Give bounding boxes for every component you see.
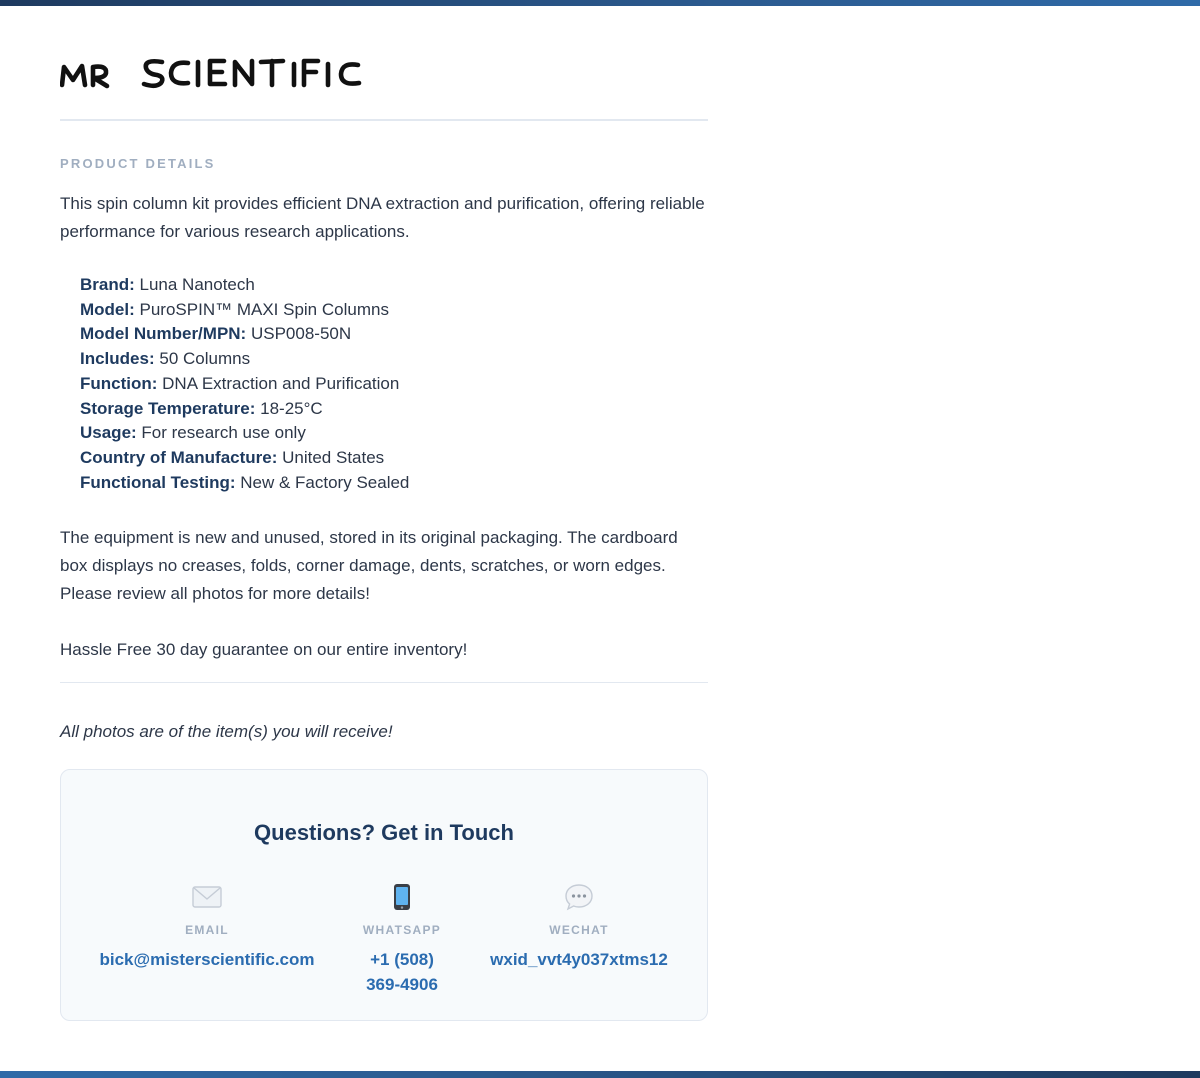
contact-panel xyxy=(60,769,708,1021)
guarantee-text: Hassle Free 30 day guarantee on our entire inventory! xyxy=(60,640,468,659)
spec-value: 18-25°C xyxy=(260,398,323,418)
whatsapp-link[interactable]: +1 (508) 369-4906 xyxy=(366,950,438,994)
spec-label: Functional Testing: xyxy=(80,472,236,492)
spec-item-country xyxy=(80,446,700,471)
wechat-id[interactable]: wxid_vvt4y037xtms12 xyxy=(490,950,668,969)
header-divider xyxy=(60,119,708,121)
spec-label: Country of Manufacture: xyxy=(80,447,278,467)
spec-item-includes xyxy=(80,347,700,372)
contact-email-label: EMAIL xyxy=(185,923,229,937)
spec-value: For research use only xyxy=(141,423,306,443)
section-divider xyxy=(60,682,708,683)
contact-title: Questions? Get in Touch xyxy=(254,820,514,845)
speech-bubble-icon xyxy=(481,882,677,912)
contact-wechat xyxy=(481,882,677,972)
spec-label: Includes: xyxy=(80,349,155,369)
spec-item-usage xyxy=(80,421,700,446)
photos-note: All photos are of the item(s) you will receive! xyxy=(60,722,393,741)
mobile-phone-icon xyxy=(357,882,447,912)
spec-item-testing xyxy=(80,471,700,496)
spec-item-model xyxy=(80,298,700,323)
email-link[interactable]: bick@misterscientific.com xyxy=(99,950,315,969)
spec-value: United States xyxy=(282,447,385,467)
spec-label: Model: xyxy=(80,299,135,319)
envelope-icon xyxy=(97,882,317,912)
spec-label: Model Number/MPN: xyxy=(80,324,247,344)
spec-value: New & Factory Sealed xyxy=(240,472,410,492)
spec-value: PuroSPIN™ MAXI Spin Columns xyxy=(139,299,389,319)
spec-value: 50 Columns xyxy=(159,349,251,369)
spec-item-mpn xyxy=(80,322,700,347)
brand-logo xyxy=(60,50,380,100)
contact-email xyxy=(97,882,317,972)
spec-list xyxy=(80,273,700,495)
spec-label: Function: xyxy=(80,373,158,393)
spec-item-storage xyxy=(80,397,700,422)
contact-whatsapp xyxy=(357,882,447,997)
spec-label: Usage: xyxy=(80,423,137,443)
product-details-heading: PRODUCT DETAILS xyxy=(60,156,216,171)
spec-label: Storage Temperature: xyxy=(80,398,256,418)
brand-logo-lettering xyxy=(60,50,380,100)
spec-label: Brand: xyxy=(80,275,135,294)
spec-value: USP008-50N xyxy=(250,324,352,344)
spec-value: DNA Extraction and Purification xyxy=(162,373,400,393)
spec-value: Luna Nanotech xyxy=(139,275,255,294)
contact-wechat-label: WECHAT xyxy=(549,923,609,937)
condition-text: The equipment is new and unused, stored in its original packaging. The cardboard box displays no creases, folds, corner damage, dents, scratches, or worn edges. Please review all photos for more details! xyxy=(60,528,678,603)
bottom-accent-bar xyxy=(0,1071,1200,1078)
contact-whatsapp-label: WHATSAPP xyxy=(362,923,442,937)
product-intro: This spin column kit provides efficient DNA extraction and purification, offering reliable performance for various research applications. xyxy=(60,194,705,241)
top-accent-bar xyxy=(0,0,1200,6)
spec-item-brand xyxy=(80,273,700,298)
spec-item-function xyxy=(80,372,700,397)
